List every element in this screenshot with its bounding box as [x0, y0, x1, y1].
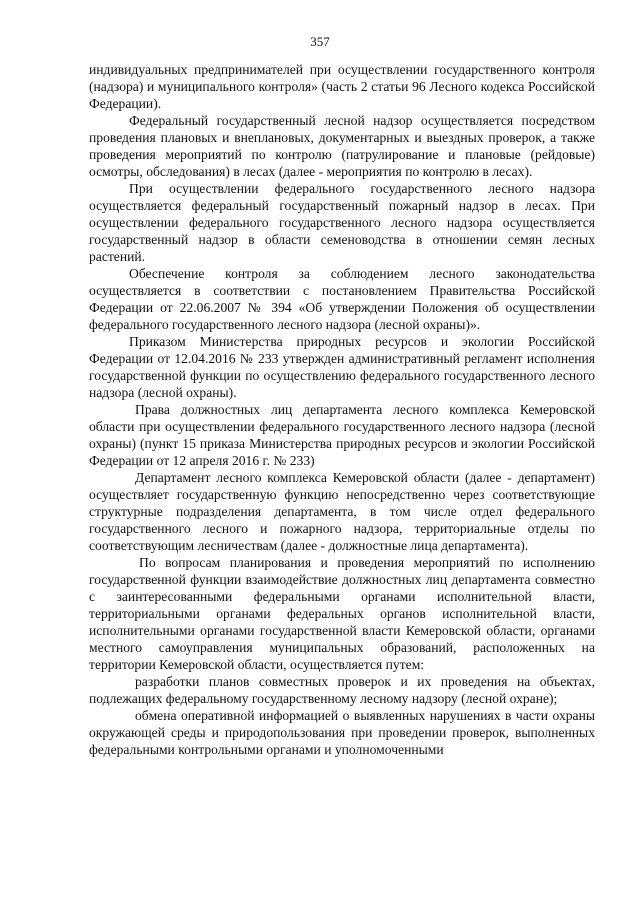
paragraph: индивидуальных предпринимателей при осуществлении государственного контроля (надзора) и муниципального контроля» (часть 2 статьи 96 Лесного кодекса Российской Федерации).	[89, 62, 595, 111]
paragraph: обмена оперативной информацией о выявленных нарушениях в части охраны окружающей среды и природопользования при проведении проверок, выполненных федеральными контрольными органами и уполномоченными	[89, 708, 595, 757]
paragraph: Обеспечение контроля за соблюдением лесного законодательства осуществляется в соответствии с постановлением Правительства Российской Федерации от 22.06.2007 № 394 «Об утверждении Положения об осуществлении федерального государственного лесного надзора (лесной охраны)».	[89, 266, 595, 332]
paragraph: Приказом Министерства природных ресурсов и экологии Российской Федерации от 12.04.2016 № 233 утвержден административный регламент исполнения государственной функции по осуществлению федерального государственного лесного надзора (лесной охраны).	[89, 334, 595, 400]
document-body	[89, 61, 595, 758]
paragraph: разработки планов совместных проверок и их проведения на объектах, подлежащих федеральному государственному лесному надзору (лесной охране);	[89, 674, 595, 706]
paragraph: Департамент лесного комплекса Кемеровской области (далее - департамент) осуществляет государственную функцию непосредственно через соответствующие структурные подразделения департамента, в том числе отдел федерального государственного лесного и пожарного надзора, территориальные отделы по соответствующим лесничествам (далее - должностные лица департамента).	[89, 470, 595, 553]
paragraph: При осуществлении федерального государственного лесного надзора осуществляется федеральный государственный пожарный надзор в лесах. При осуществлении федерального государственного лесного надзора осуществляется государственный надзор в области семеноводства в отношении семян лесных растений.	[89, 181, 595, 264]
paragraph: По вопросам планирования и проведения мероприятий по исполнению государственной функции взаимодействие должностных лиц департамента совместно с заинтересованными федеральными органами исполнительной власти, территориальными органами федеральных органов исполнительной власти, исполнительными органами государственной власти Кемеровской области, органами местного самоуправления муниципальных образований, расположенных на территории Кемеровской области, осуществляется путем:	[89, 555, 595, 672]
paragraph: Права должностных лиц департамента лесного комплекса Кемеровской области при осуществлении федерального государственного лесного надзора (лесной охраны) (пункт 15 приказа Министерства природных ресурсов и экологии Российской Федерации от 12 апреля 2016 г. № 233)	[89, 402, 595, 468]
page-number: 357	[310, 34, 330, 49]
paragraph: Федеральный государственный лесной надзор осуществляется посредством проведения плановых и внеплановых, документарных и выездных проверок, а также проведения мероприятий по контролю (патрулирование и плановые (рейдовые) осмотры, обследования) в лесах (далее - мероприятия по контролю в лесах).	[89, 113, 595, 179]
